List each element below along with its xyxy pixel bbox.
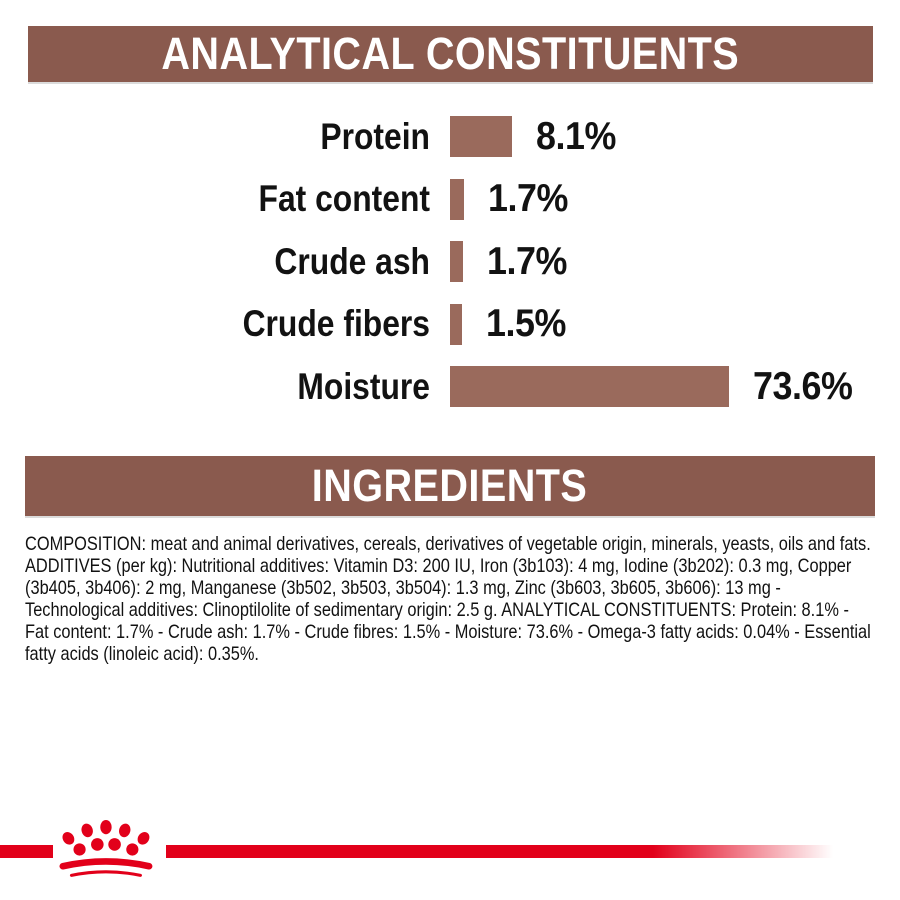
analytical-constituents-header [28, 26, 873, 82]
constituent-value: 1.7% [488, 177, 568, 220]
constituent-bar [450, 116, 512, 157]
analytical-constituents-title: ANALYTICAL CONSTITUENTS [161, 28, 740, 79]
chart-row [0, 366, 900, 407]
constituent-bar [450, 304, 462, 345]
constituent-bar [450, 179, 464, 220]
constituent-label: Crude ash [274, 240, 430, 282]
constituent-bar [450, 366, 729, 407]
constituent-label: Fat content [258, 178, 430, 219]
chart-row [0, 179, 900, 220]
analytical-constituents-chart [0, 116, 900, 407]
constituent-label: Protein [320, 115, 430, 157]
ingredients-header [25, 456, 875, 516]
constituent-label: Crude fibers [242, 303, 430, 344]
constituent-value: 8.1% [536, 114, 616, 158]
chart-row [0, 116, 900, 157]
brand-stripe-left [0, 845, 53, 858]
brand-stripe-right [166, 845, 833, 858]
chart-row [0, 241, 900, 282]
ingredients-title: INGREDIENTS [312, 460, 588, 511]
constituent-label: Moisture [297, 365, 430, 407]
constituent-value: 73.6% [753, 364, 853, 408]
constituent-bar [450, 241, 463, 282]
constituent-value: 1.7% [487, 239, 567, 283]
chart-row [0, 304, 900, 345]
crown-paw-logo-icon [58, 817, 160, 884]
constituent-value: 1.5% [486, 302, 566, 345]
composition-text: COMPOSITION: meat and animal derivatives, cereals, derivatives of vegetable origin, minerals, yeasts, oils and fats. ADDITIVES (per kg): Nutritional additives: Vitamin D3: 200 IU, Iron (3b103): 4 mg, Iodine (3b202): 0.3 mg, Copper (3b405, 3b406): 2 mg, Manganese (3b502, 3b503, 3b504): 1.3 mg, Zinc (3b603, 3b605, 3b606): 13 mg - Technological additives: Clinoptilolite of sedimentary origin: 2.5 g. ANALYTICAL CONSTITUENTS: Protein: 8.1% - Fat content: 1.7% - Crude ash: 1.7% - Crude fibres: 1.5% - Moisture: 73.6% - Omega-3 fatty acids: 0.04% - Essential fatty acids (linoleic acid): 0.35%. [25, 533, 871, 665]
composition-section [25, 533, 875, 665]
